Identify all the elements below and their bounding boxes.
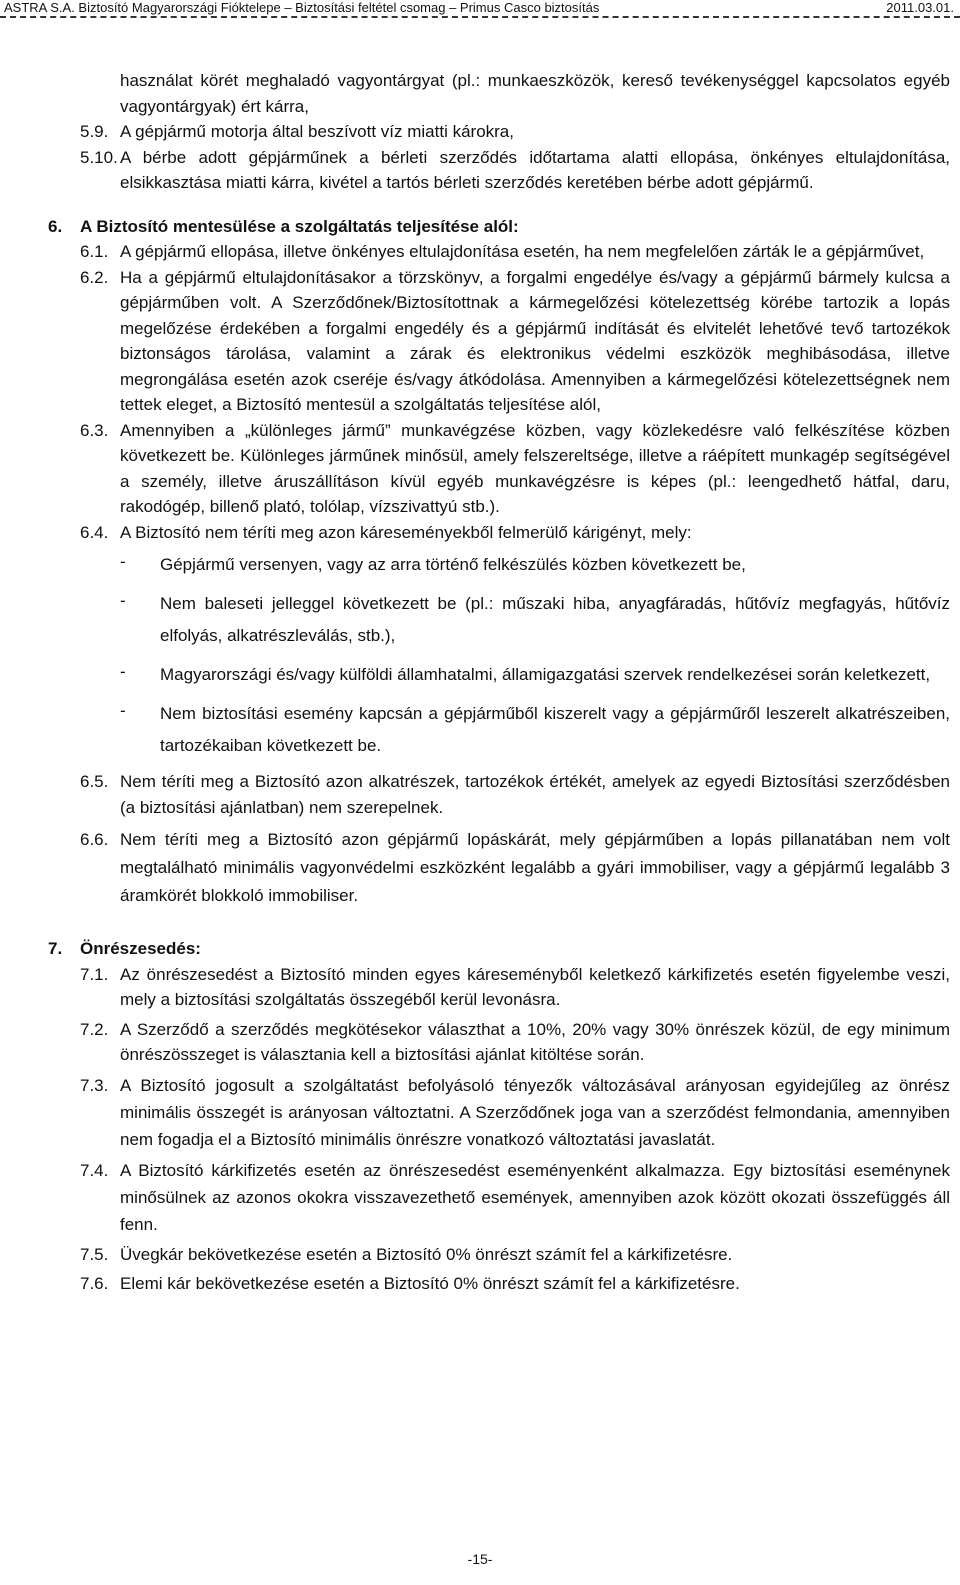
clause-number: 7.4. [80, 1160, 109, 1180]
clause-text: A Szerződő a szerződés megkötésekor választhat a 10%, 20% vagy 30% önrészek közül, de egy minimum önrészösszeget is választania kell a biztosítási ajánlat kitöltése során. [120, 1019, 950, 1064]
dash-bullet: - [120, 662, 126, 681]
clause-text: A Biztosító nem téríti meg azon káreseményekből felmerülő kárigényt, mely: [120, 522, 692, 542]
clause-number: 6.1. [80, 242, 109, 261]
clause-number: 6.5. [80, 772, 109, 791]
clause-number: 6.3. [80, 420, 109, 440]
clause-number: 7.6. [80, 1274, 109, 1293]
clause-number: 7.3. [80, 1075, 109, 1095]
clause-text: A Biztosító kárkifizetés esetén az önrészesedést eseményenként alkalmazza. Egy biztosítási eseménynek minősülnek az azonos okokra visszavezethető események, amennyiben azok között okozati összefüggés áll fenn. [120, 1160, 950, 1234]
list-item [80, 659, 950, 691]
clause-text: Nem téríti meg a Biztosító azon gépjármű lopáskárát, mely gépjárműben a lopás pillanatában nem volt megtalálható minimális vagyonvédelmi eszközként legalább a gyári immobiliser, vagy a gépjármű legalább 3 áramkörét blokkoló immobiliser. [120, 830, 950, 905]
clause-text: A gépjármű ellopása, illetve önkényes eltulajdonítása esetén, ha nem megfelelően zárták le a gépjárművet, [120, 242, 925, 261]
clause-5-9 [80, 119, 950, 145]
clause-number: 6.6. [80, 830, 109, 849]
clause-text: A gépjármű motorja által beszívott víz miatti károkra, [120, 122, 514, 141]
clause-text: Nem téríti meg a Biztosító azon alkatrészek, tartozékok értékét, amelyek az egyedi Biztosítási szerződésben (a biztosítási ajánlatban) nem szerepelnek. [120, 772, 950, 817]
clause-text: A bérbe adott gépjárműnek a bérleti szerződés időtartama alatti ellopása, önkényes eltulajdonítása, elsikkasztása miatti kárra, kivétel a tartós bérleti szerződés keretében bérbe adott gépjármű. [120, 147, 950, 192]
clause-text: Amennyiben a „különleges jármű” munkavégzése közben, vagy közlekedésre való felkészítése közben következett be. Különleges járműnek minősül, amely felszereltsége, illetve a ráépített munkagép segítségével a személy, illetve áruszállításon kívül egyéb munkavégzésre is képes (pl.: leengedhető hátfal, daru, rakodógép, billenő plató, tolólap, vízszivattyú stb.). [120, 420, 950, 516]
list-item-text: Magyarországi és/vagy külföldi államhatalmi, államigazgatási szervek rendelkezései során keletkezett, [160, 665, 931, 684]
clause-7-5 [80, 1242, 950, 1268]
header-title: ASTRA S.A. Biztosító Magyarországi Fióktelepe – Biztosítási feltétel csomag – Primus Casco biztosítás [4, 0, 600, 15]
document-body [48, 68, 950, 1297]
section-number: 6. [48, 216, 63, 236]
list-item [80, 588, 950, 652]
list-item-text: Nem baleseti jelleggel következett be (pl.: műszaki hiba, anyagfáradás, hűtővíz megfagyás, hűtővíz elfolyás, alkatrészleválás, stb.), [160, 594, 950, 645]
clause-text: Ha a gépjármű eltulajdonításakor a törzskönyv, a forgalmi engedélye és/vagy a gépjármű bármely kulcsa a gépjárműben volt. A Szerződőnek/Biztosítottnak a kármegelőzési kötelezettség körébe tartozik a lopás megelőzése érdekében a forgalmi engedély és a gépjármű indítását és elvitelét lehetővé tevő tartozékok biztonságos tárolása, valamint a zárak és elektronikus védelmi eszközök meghibásodása, illetve megrongálása esetén azok cseréje és/vagy átkódolása. Amennyiben a kármegelőzési kötelezettségnek nem tettek eleget, a Biztosító mentesül a szolgáltatás teljesítése alól, [120, 267, 950, 414]
clause-6-2 [80, 265, 950, 418]
clause-7-1 [80, 962, 950, 1013]
page-header [0, 0, 960, 22]
clause-5-10 [80, 145, 950, 196]
clause-7-4 [80, 1157, 950, 1238]
clause-number: 5.10. [80, 147, 118, 167]
header-divider [0, 16, 960, 18]
clause-text: A Biztosító jogosult a szolgáltatást befolyásoló tényezők változásával arányosan egyidejűleg az önrész minimális összegét is arányosan változtatni. A Szerződőnek joga van a szerződést felmondania, amennyiben nem fogadja el a Biztosító minimális önrészre vonatkozó változtatási javaslatát. [120, 1075, 950, 1149]
clause-7-3 [80, 1072, 950, 1153]
clause-6-4 [80, 520, 950, 546]
clause-6-5 [80, 769, 950, 820]
clause-text: Elemi kár bekövetkezése esetén a Biztosító 0% önrészt számít fel a kárkifizetésre. [120, 1274, 740, 1293]
header-date: 2011.03.01. [886, 0, 954, 15]
clause-number: 5.9. [80, 122, 109, 141]
clause-number: 7.2. [80, 1019, 109, 1039]
list-item [80, 698, 950, 762]
list-item-text: Nem biztosítási esemény kapcsán a gépjárműből kiszerelt vagy a gépjárműről leszerelt alkatrészeiben, tartozékaiban következett be. [160, 704, 950, 755]
clause-number: 7.5. [80, 1244, 109, 1264]
dash-bullet: - [120, 591, 126, 610]
dash-bullet: - [120, 701, 126, 720]
section-6-heading [48, 214, 950, 240]
clause-6-6 [80, 826, 950, 910]
continued-paragraph: használat körét meghaladó vagyontárgyat (pl.: munkaeszközök, kereső tevékenységgel kapcsolatos egyéb vagyontárgyak) ért kárra, [120, 71, 950, 116]
clause-text: Az önrészesedést a Biztosító minden egyes káreseményből keletkező kárkifizetés esetén figyelembe veszi, mely a biztosítási szolgáltatás összegéből kerül levonásra. [120, 964, 950, 1009]
clause-7-2 [80, 1017, 950, 1068]
clause-number: 6.4. [80, 522, 109, 542]
clause-7-6 [80, 1271, 950, 1297]
clause-text: Üvegkár bekövetkezése esetén a Biztosító 0% önrészt számít fel a kárkifizetésre. [120, 1244, 733, 1264]
dash-bullet: - [120, 552, 126, 571]
section-7-heading [48, 936, 950, 962]
list-item [80, 549, 950, 581]
list-item-text: Gépjármű versenyen, vagy az arra történő felkészülés közben következett be, [160, 555, 746, 574]
section-number: 7. [48, 939, 63, 958]
page-number: -15- [467, 1551, 493, 1567]
section-title: Önrészesedés: [80, 939, 201, 958]
clause-number: 7.1. [80, 964, 109, 984]
clause-6-1 [80, 239, 950, 265]
clause-number: 6.2. [80, 267, 109, 287]
section-title: A Biztosító mentesülése a szolgáltatás teljesítése alól: [80, 216, 519, 236]
clause-6-3 [80, 418, 950, 520]
